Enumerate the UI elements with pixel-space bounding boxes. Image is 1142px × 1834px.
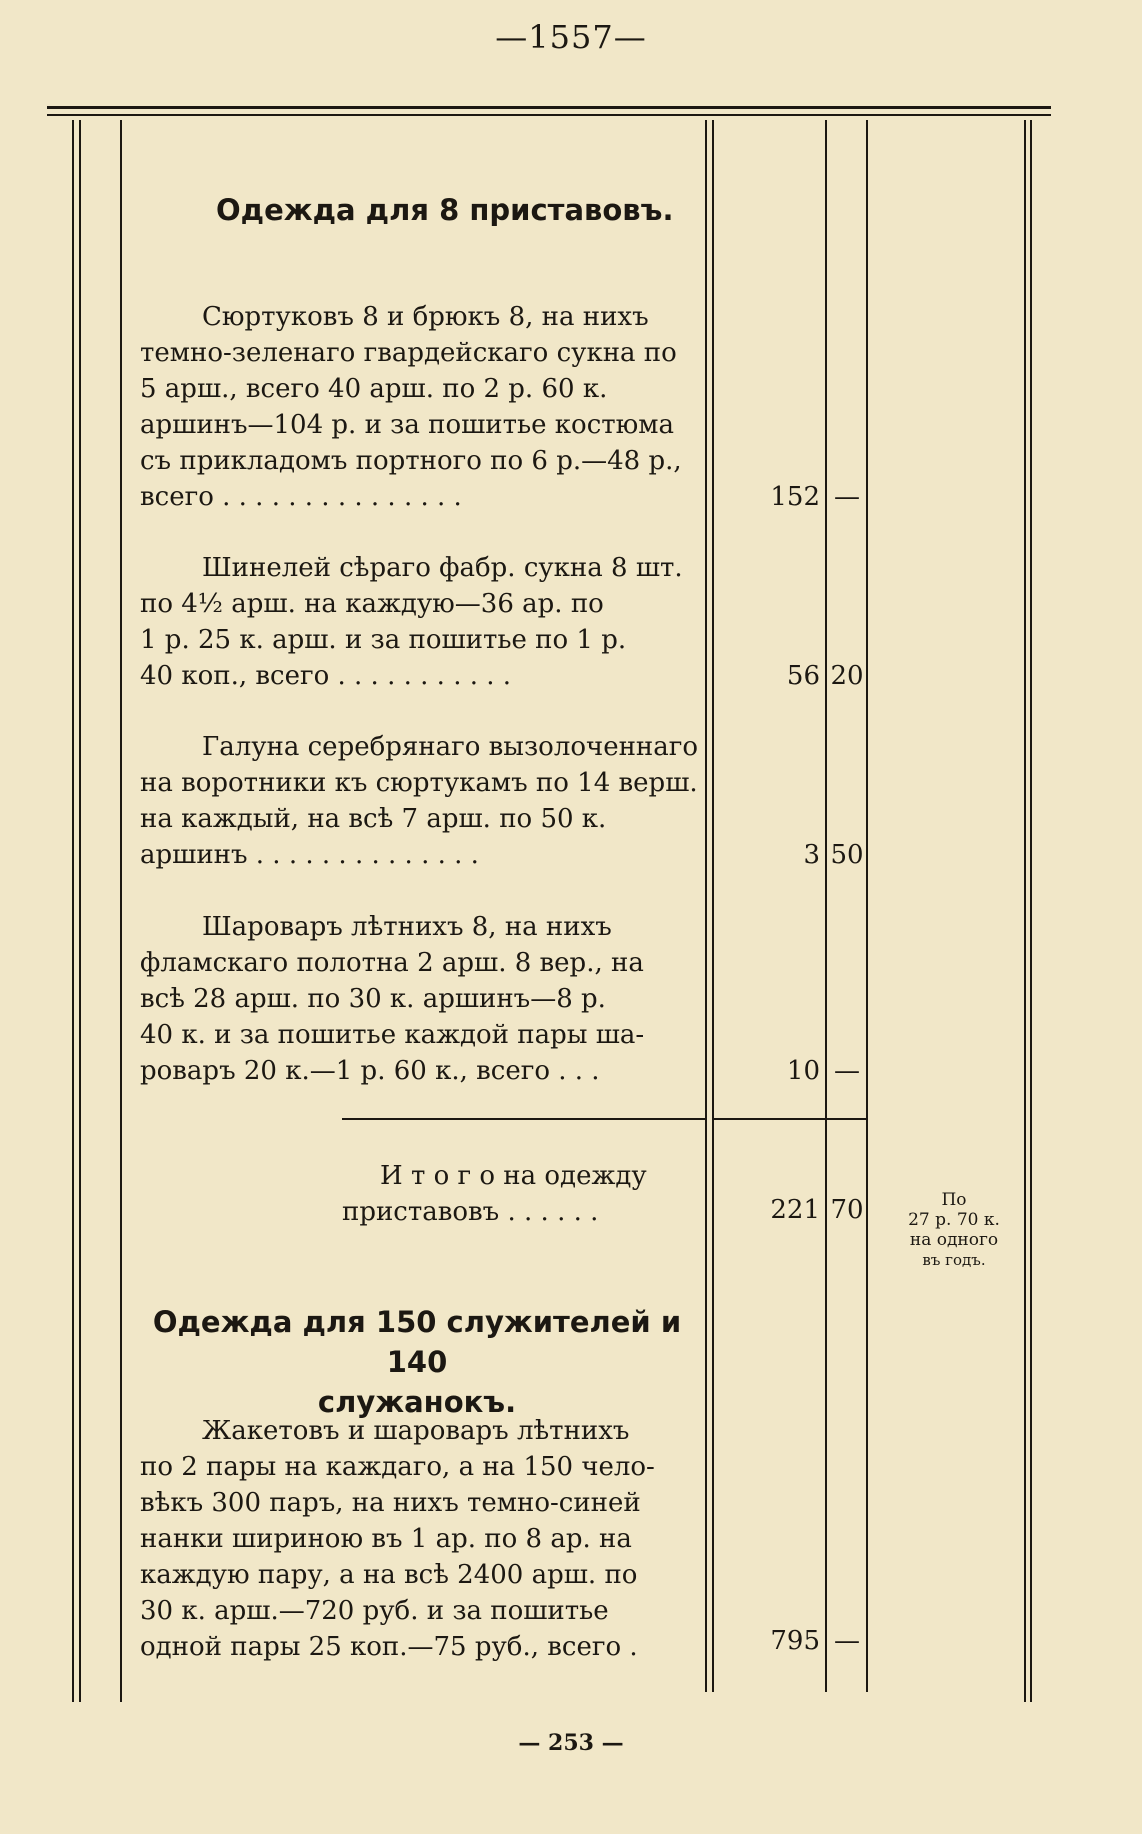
- text-line: И т о г о на одежду: [380, 1161, 647, 1191]
- kopecks-column-left-line: [825, 120, 827, 1692]
- text-line: аршинъ . . . . . . . . . . . . . .: [140, 840, 479, 870]
- amount-kopecks: —: [834, 482, 860, 512]
- text-line: нанки шириною въ 1 ар. по 8 ар. на: [140, 1524, 632, 1554]
- table-border-right-inner: [1024, 120, 1026, 1702]
- note-line: на одного: [909, 1230, 999, 1250]
- table-border-left-inner: [79, 120, 81, 1702]
- text-line: 1 р. 25 к. арш. и за пошитье по 1 р.: [140, 625, 627, 655]
- top-rule-thin: [47, 114, 1051, 116]
- per-person-note: [886, 1190, 1022, 1270]
- top-rule-thick: [47, 106, 1051, 109]
- text-line: одной пары 25 коп.—75 руб., всего .: [140, 1632, 638, 1662]
- subtotal-rule-amounts: [713, 1118, 866, 1120]
- note-line: По: [941, 1190, 967, 1210]
- amount-kopecks: 20: [830, 661, 864, 691]
- text-line: каждую пару, а на всѣ 2400 арш. по: [140, 1560, 638, 1590]
- item-galloon: [140, 729, 699, 873]
- text-line: фламскаго полотна 2 арш. 8 вер., на: [140, 948, 644, 978]
- kopecks-column-right-line: [866, 120, 868, 1692]
- text-line: Галуна серебрянаго вызолоченнаго: [202, 732, 699, 762]
- text-line: Шинелей сѣраго фабр. сукна 8 шт.: [202, 553, 683, 583]
- item-jackets-trousers: [140, 1413, 693, 1665]
- text-line: Сюртуковъ 8 и брюкъ 8, на нихъ: [202, 302, 649, 332]
- text-line: на каждый, на всѣ 7 арш. по 50 к.: [140, 804, 607, 834]
- amount-rubles: 56: [786, 661, 820, 691]
- text-line: приставовъ . . . . . .: [342, 1197, 599, 1227]
- note-line: 27 р. 70 к.: [908, 1210, 1000, 1230]
- amount-kopecks: —: [834, 1626, 860, 1656]
- rubles-column-left-line: [712, 120, 714, 1692]
- section-title-officers: Одежда для 8 приставовъ.: [216, 193, 674, 227]
- text-line: 40 коп., всего . . . . . . . . . . .: [140, 661, 512, 691]
- section-title-servants: [132, 1302, 702, 1422]
- item-greatcoats: [140, 550, 693, 694]
- text-line: всего . . . . . . . . . . . . . . .: [140, 482, 462, 512]
- text-line: вѣкъ 300 паръ, на нихъ темно-синей: [140, 1488, 641, 1518]
- text-line: аршинъ—104 р. и за пошитье костюма: [140, 410, 675, 440]
- text-line: роваръ 20 к.—1 р. 60 к., всего . . .: [140, 1056, 600, 1086]
- item-summer-trousers: [140, 909, 693, 1089]
- note-line: въ годъ.: [922, 1251, 986, 1269]
- text-line: 30 к. арш.—720 руб. и за пошитье: [140, 1596, 609, 1626]
- amount-rubles: 10: [786, 1056, 820, 1086]
- amount-kopecks: —: [834, 1056, 860, 1086]
- amount-rubles: 152: [770, 482, 820, 512]
- heading-line: Одежда для 150 служителей и 140: [152, 1305, 682, 1379]
- text-line: на воротники къ сюртукамъ по 14 верш.: [140, 768, 698, 798]
- text-line: 40 к. и за пошитье каждой пары ша-: [140, 1020, 645, 1050]
- page-number-top: —1557—: [495, 18, 647, 56]
- table-border-left: [72, 120, 74, 1702]
- heading-line: служанокъ.: [317, 1385, 517, 1419]
- total-kopecks: 70: [830, 1195, 864, 1225]
- page-number-bottom: — 253 —: [518, 1730, 624, 1756]
- text-line: всѣ 28 арш. по 30 к. аршинъ—8 р.: [140, 984, 606, 1014]
- text-column-right-line: [705, 120, 707, 1692]
- text-line: Шароваръ лѣтнихъ 8, на нихъ: [202, 912, 612, 942]
- text-column-left-line: [120, 120, 122, 1702]
- amount-kopecks: 50: [830, 840, 864, 870]
- item-coats-trousers: [140, 299, 693, 515]
- amount-rubles: 795: [770, 1626, 820, 1656]
- text-line: Жакетовъ и шароваръ лѣтнихъ: [202, 1416, 630, 1446]
- text-line: съ прикладомъ портного по 6 р.—48 р.,: [140, 446, 682, 476]
- text-line: 5 арш., всего 40 арш. по 2 р. 60 к.: [140, 374, 608, 404]
- amount-rubles: 3: [803, 840, 820, 870]
- total-officers-label: [342, 1158, 693, 1230]
- text-line: темно-зеленаго гвардейскаго сукна по: [140, 338, 677, 368]
- text-line: по 2 пары на каждаго, а на 150 чело-: [140, 1452, 655, 1482]
- text-line: по 4½ арш. на каждую—36 ар. по: [140, 589, 604, 619]
- total-rubles: 221: [770, 1195, 820, 1225]
- table-border-right: [1030, 120, 1032, 1702]
- subtotal-rule-text: [342, 1118, 706, 1120]
